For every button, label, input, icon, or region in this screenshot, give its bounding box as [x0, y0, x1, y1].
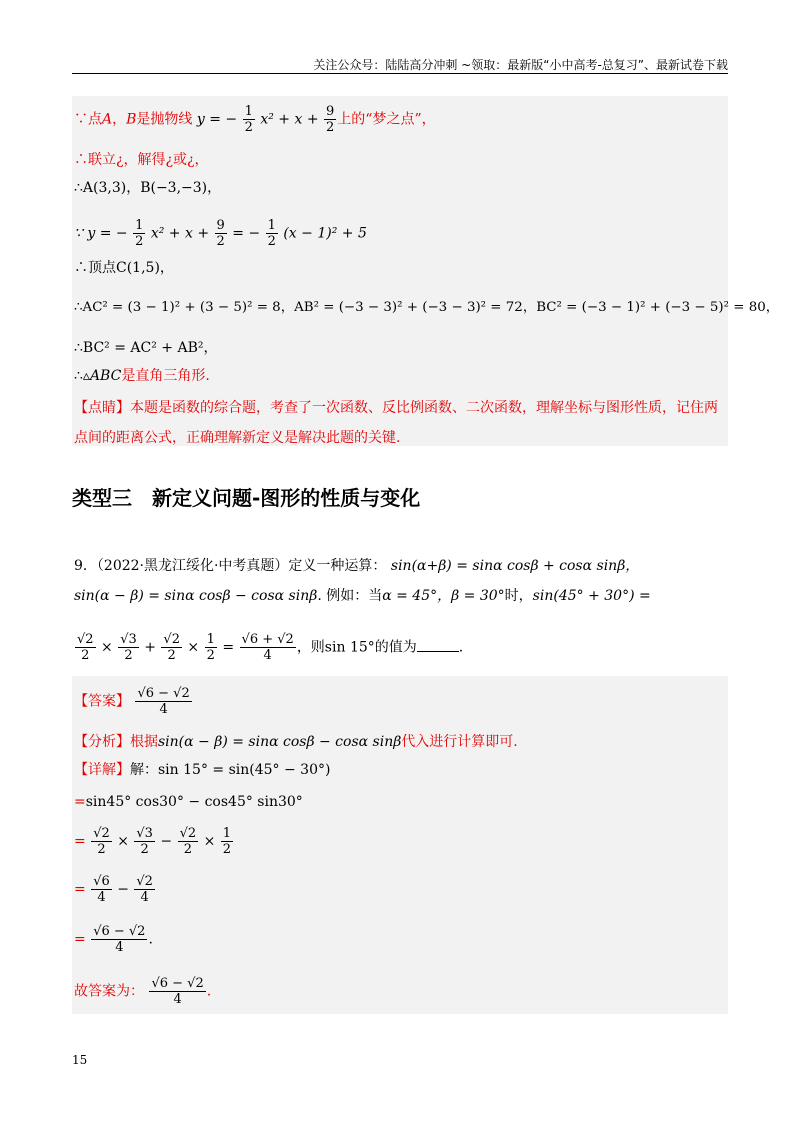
text: B [126, 111, 137, 128]
fraction: $\frac{√2}{2}$ [163, 632, 180, 663]
question-line-2 [74, 586, 651, 606]
math: × [101, 639, 113, 656]
question-line-1 [74, 556, 639, 576]
final-answer-line [74, 976, 211, 1007]
box1-line-3: ∴A(3,3)，B(−3,−3)， [74, 180, 222, 196]
fraction: $\frac{1}{2}$ [206, 632, 215, 663]
fraction: $\frac{1}{2}$ [267, 218, 276, 249]
text: 根据 [130, 734, 158, 750]
equals: = [74, 881, 86, 898]
fraction: $\frac{1}{2}$ [222, 826, 232, 857]
math: × [117, 833, 129, 850]
page-header: 关注公众号：陆陆高分冲刺 ~领取：最新版“小中高考-总复习”、最新试卷下载 [313, 58, 728, 72]
note-line-1 [74, 398, 718, 418]
fraction: $\frac{1}{2}$ [135, 218, 144, 249]
answer-tag: 【答案】 [74, 693, 130, 710]
math: sin(45° + 30°) = [532, 588, 651, 604]
math: + [144, 639, 156, 656]
math: α = 45°，β = 30° [382, 588, 505, 604]
note-line-2: 点间的距离公式，正确理解新定义是解决此题的关键. [74, 430, 401, 446]
text: 代入进行计算即可. [401, 734, 518, 750]
fraction: $\frac{√3}{2}$ [136, 826, 153, 857]
text: ∵点 [74, 111, 102, 128]
page-number: 15 [72, 1053, 88, 1067]
text: 是直角三角形. [121, 368, 210, 384]
step-3 [74, 874, 156, 905]
fraction: $\frac{√6 - √2}{4}$ [137, 686, 190, 717]
fraction: $\frac{√2}{2}$ [179, 826, 197, 857]
fraction: $\frac{√2}{4}$ [136, 874, 153, 905]
step-4 [74, 924, 153, 955]
text: ， [112, 111, 127, 128]
text: . [148, 931, 153, 948]
question-text: 9．（2022·黑龙江绥化·中考真题）定义一种运算： [74, 558, 387, 574]
note-tag: 【点睛】 [74, 400, 130, 416]
math: sin(α+β) = sinα cosβ + cosα sinβ， [390, 558, 640, 574]
equals: = [74, 833, 86, 850]
math: = [222, 639, 235, 656]
answer-line [74, 686, 193, 717]
math: − [117, 881, 129, 898]
math: x² + x + [150, 225, 210, 242]
fraction: $\frac{9}{2}$ [326, 104, 335, 135]
math: ∵ y = − [74, 225, 128, 242]
fraction: $\frac{√6 - √2}{4}$ [93, 924, 146, 955]
note-text: 本题是函数的综合题，考查了一次函数、反比例函数、二次函数，理解坐标与图形性质，记住两 [130, 400, 718, 416]
detail-tag: 【详解】 [74, 762, 130, 778]
text: 时， [504, 588, 533, 604]
text: 是抛物线 [136, 111, 193, 128]
text: 故答案为： [74, 983, 144, 1000]
box1-line-8 [74, 366, 210, 386]
box1-line-4 [74, 218, 367, 249]
header-rule [72, 73, 728, 74]
math: sin45° cos30° − cos45° sin30° [85, 794, 303, 810]
math: = − [232, 225, 261, 242]
text: 上的“梦之点”， [337, 111, 436, 128]
math: × [187, 639, 200, 656]
fraction: $\frac{√2}{2}$ [93, 826, 110, 857]
equals: = [74, 794, 86, 810]
math: sin(α − β) = sinα cosβ − cosα sinβ [158, 734, 402, 750]
math: × [203, 833, 216, 850]
fraction: $\frac{√3}{2}$ [120, 632, 137, 663]
text: 解：sin 15° = sin(45° − 30°) [130, 762, 331, 778]
text: ∴ [74, 368, 83, 384]
box1-line-5: ∴顶点C(1,5)， [74, 260, 174, 276]
analysis-line [74, 732, 518, 752]
fraction: $\frac{√6}{4}$ [93, 874, 110, 905]
math: y = − [196, 111, 238, 128]
answer-blank [417, 651, 459, 652]
fraction: $\frac{√6 + √2}{4}$ [241, 632, 294, 663]
box1-line-7: ∴BC² = AC² + AB²， [74, 340, 218, 356]
box1-line-6: ∴AC² = (3 − 1)² + (3 − 5)² = 8，AB² = (−3 − 3)² + (−3 − 3)² = 72，BC² = (−3 − 1)² + (−3 − 5)² = 80， [74, 300, 780, 315]
box1-line-2: ∴联立¿，解得¿或¿， [74, 152, 209, 168]
text: ，则sin 15°的值为 [296, 639, 417, 656]
math: x² + x + [260, 111, 319, 128]
analysis-tag: 【分析】 [74, 734, 130, 750]
math: (x − 1)² + 5 [283, 225, 367, 242]
text: . [206, 983, 212, 1000]
fraction: $\frac{√2}{2}$ [77, 632, 94, 663]
detail-line [74, 760, 330, 780]
step-2 [74, 826, 234, 857]
text: A [102, 111, 113, 128]
step-1 [74, 792, 303, 812]
text: . [458, 639, 464, 656]
text: . 例如：当 [317, 588, 383, 604]
fraction: $\frac{√6 - √2}{4}$ [151, 976, 204, 1007]
fraction: $\frac{1}{2}$ [244, 104, 253, 135]
section-title: 类型三 新定义问题-图形的性质与变化 [72, 486, 421, 510]
math: − [160, 833, 173, 850]
math: sin(α − β) = sinα cosβ − cosα sinβ [74, 588, 318, 604]
fraction: $\frac{9}{2}$ [216, 218, 225, 249]
math: ▵ABC [82, 368, 122, 384]
box1-line-1 [74, 104, 436, 135]
question-line-3 [74, 632, 463, 663]
equals: = [74, 931, 86, 948]
